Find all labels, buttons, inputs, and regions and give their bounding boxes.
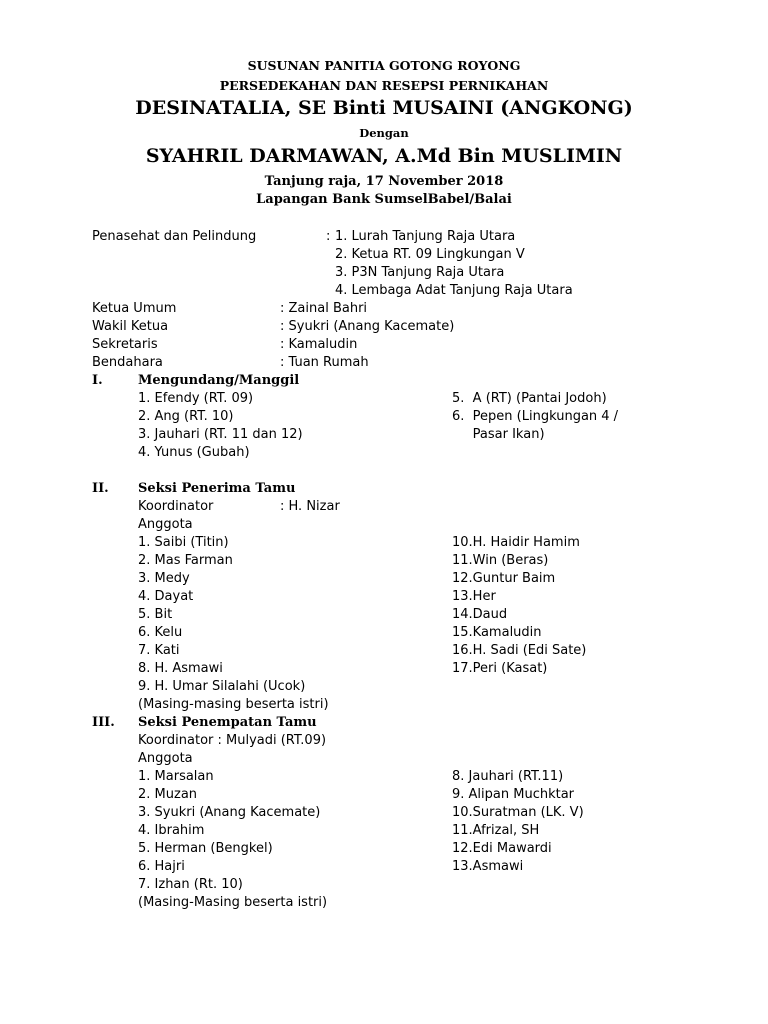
advisors-label: Penasehat dan Pelindung	[92, 229, 257, 244]
dengan-label: Dengan	[359, 126, 409, 140]
section-3-note: (Masing-Masing beserta istri)	[138, 895, 328, 910]
list-item: 4. Yunus (Gubah)	[138, 445, 250, 460]
officer-value: : Tuan Rumah	[280, 355, 369, 370]
advisors-colon: :	[326, 229, 331, 244]
event-venue: Lapangan Bank SumselBabel/Balai	[256, 192, 512, 207]
list-item: 1. Marsalan	[138, 769, 214, 784]
list-item: 2. Mas Farman	[138, 553, 233, 568]
list-item: 3. Jauhari (RT. 11 dan 12)	[138, 427, 303, 442]
section-1-title: Mengundang/Manggil	[138, 373, 300, 388]
list-item: 16.H. Sadi (Edi Sate)	[452, 643, 587, 658]
list-item: 6. Hajri	[138, 859, 185, 874]
list-item: 7. Kati	[138, 643, 180, 658]
bride-name: DESINATALIA, SE Binti MUSAINI (ANGKONG)	[135, 97, 633, 119]
list-item: 1. Efendy (RT. 09)	[138, 391, 254, 406]
officer-label: Ketua Umum	[92, 301, 177, 316]
groom-name: SYAHRIL DARMAWAN, A.Md Bin MUSLIMIN	[145, 145, 623, 167]
header-line-1: SUSUNAN PANITIA GOTONG ROYONG	[247, 58, 521, 73]
advisor-item: 1. Lurah Tanjung Raja Utara	[335, 229, 516, 244]
coordinator-line: Koordinator : Mulyadi (RT.09)	[138, 733, 327, 748]
list-item: 11.Afrizal, SH	[452, 823, 540, 838]
officer-label: Sekretaris	[92, 337, 158, 352]
section-2-number: II.	[92, 481, 109, 496]
section-3-title: Seksi Penempatan Tamu	[138, 715, 317, 730]
list-item: 14.Daud	[452, 607, 508, 622]
list-item: 10.Suratman (LK. V)	[452, 805, 584, 820]
coordinator-value: : H. Nizar	[280, 499, 340, 514]
list-item: 1. Saibi (Titin)	[138, 535, 229, 550]
officer-label: Bendahara	[92, 355, 163, 370]
officer-value: : Kamaludin	[280, 337, 358, 352]
anggota-label: Anggota	[138, 517, 193, 532]
list-item: 10.H. Haidir Hamim	[452, 535, 580, 550]
list-item: 6. Pepen (Lingkungan 4 /	[452, 409, 619, 424]
list-item: 5. Bit	[138, 607, 173, 622]
list-item: 12.Edi Mawardi	[452, 841, 552, 856]
list-item: 15.Kamaludin	[452, 625, 542, 640]
list-item: 13.Her	[452, 589, 496, 604]
section-1-number: I.	[92, 373, 103, 388]
list-item: 13.Asmawi	[452, 859, 524, 874]
officer-value: : Zainal Bahri	[280, 301, 368, 316]
anggota-label: Anggota	[138, 751, 193, 766]
list-item: 2. Muzan	[138, 787, 198, 802]
section-2-title: Seksi Penerima Tamu	[138, 481, 296, 496]
officer-label: Wakil Ketua	[92, 319, 169, 334]
section-3-number: III.	[92, 715, 115, 730]
list-item: 5. Herman (Bengkel)	[138, 841, 273, 856]
list-item: 9. H. Umar Silalahi (Ucok)	[138, 679, 306, 694]
list-item: 8. H. Asmawi	[138, 661, 223, 676]
event-date: Tanjung raja, 17 November 2018	[264, 174, 504, 189]
coordinator-label: Koordinator	[138, 499, 214, 514]
advisor-item: 3. P3N Tanjung Raja Utara	[335, 265, 505, 280]
advisor-item: 2. Ketua RT. 09 Lingkungan V	[335, 247, 525, 262]
list-item: 9. Alipan Muchktar	[452, 787, 575, 802]
list-item: 17.Peri (Kasat)	[452, 661, 548, 676]
list-item: 2. Ang (RT. 10)	[138, 409, 234, 424]
list-item: 12.Guntur Baim	[452, 571, 556, 586]
section-2-note: (Masing-masing beserta istri)	[138, 697, 329, 712]
list-item: 4. Dayat	[138, 589, 194, 604]
list-item: 3. Syukri (Anang Kacemate)	[138, 805, 321, 820]
advisor-item: 4. Lembaga Adat Tanjung Raja Utara	[335, 283, 573, 298]
list-item: 6. Kelu	[138, 625, 183, 640]
list-item: 7. Izhan (Rt. 10)	[138, 877, 243, 892]
list-item: 11.Win (Beras)	[452, 553, 549, 568]
list-item: Pasar Ikan)	[452, 427, 545, 442]
officer-value: : Syukri (Anang Kacemate)	[280, 319, 455, 334]
list-item: 3. Medy	[138, 571, 190, 586]
list-item: 4. Ibrahim	[138, 823, 205, 838]
list-item: 5. A (RT) (Pantai Jodoh)	[452, 391, 607, 406]
header-line-2: PERSEDEKAHAN DAN RESEPSI PERNIKAHAN	[219, 78, 549, 93]
list-item: 8. Jauhari (RT.11)	[452, 769, 564, 784]
